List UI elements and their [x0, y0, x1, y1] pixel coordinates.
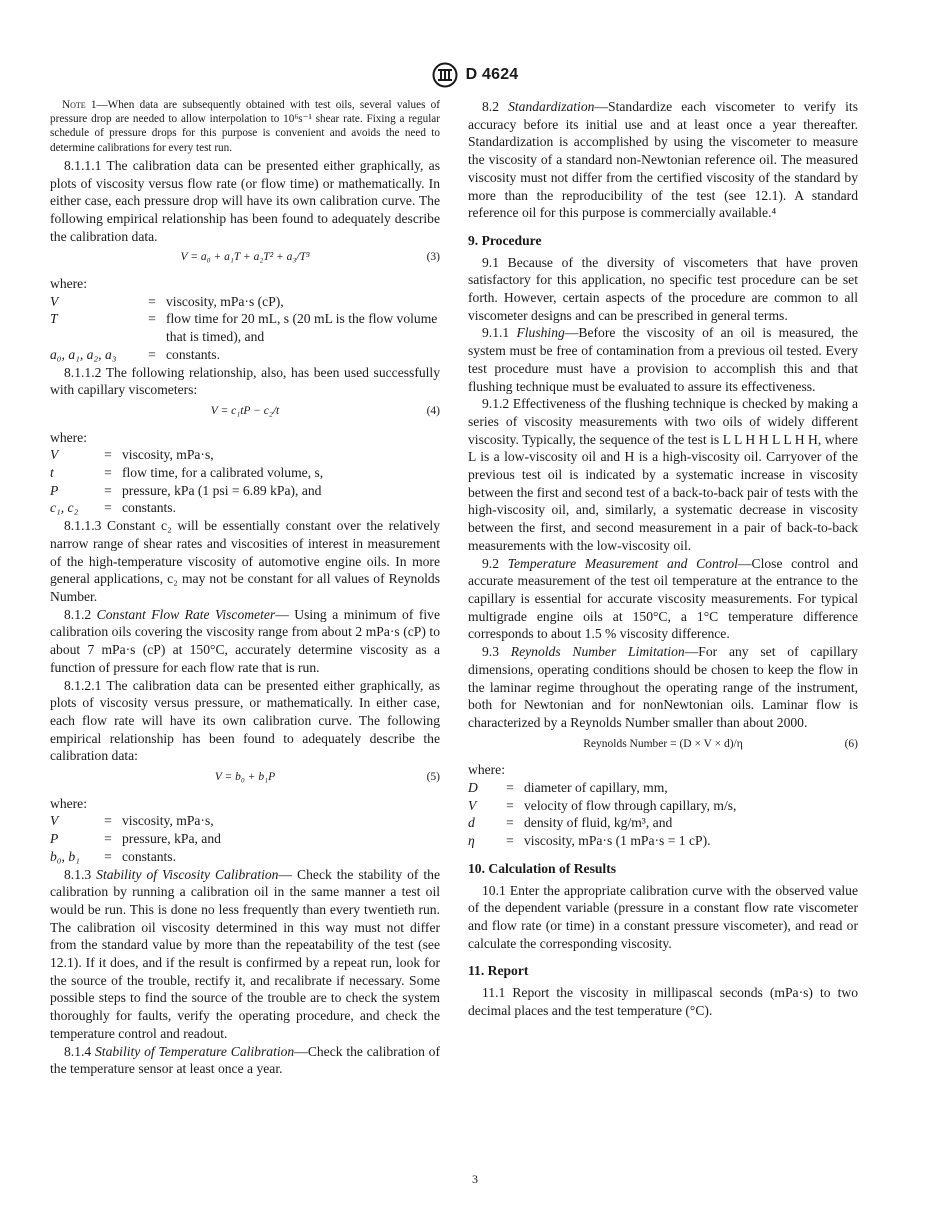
paragraph-8-1-1-1: 8.1.1.1 The calibration data can be presented either graphically, as plots of viscosity versus flow rate (or flow time) or mathematically. In either case, each pressure drop will have its own calibration curve. The following empirical relationship has been found to adequately describe the calibration data.	[50, 157, 440, 244]
definition-equals: =	[104, 500, 112, 516]
equation-number: (4)	[426, 404, 440, 417]
definition-equals: =	[148, 346, 156, 362]
paragraph-8-1-1-3: 8.1.1.3 Constant c₂ will be essentially constant over the relatively narrow range of shear rates and viscosities of interest in measurement of the high-temperature viscosity of automotive engine oils. In more general applications, c₂ may not be constant for all values of Reynolds Number.	[50, 518, 440, 604]
definition-description: velocity of flow through capillary, m/s,	[524, 797, 737, 813]
heading-procedure: 9. Procedure	[468, 232, 542, 248]
astm-logo-icon	[432, 62, 458, 88]
equation-number: (3)	[426, 251, 440, 264]
section-text: — Check the stability of the calibration by running a calibration oil in the same manner a test oil would be run. This is done no less frequently than every twentieth run. The calibration oil viscosity determined in this way must not differ from the standard value by more than the repeatability of the test (see 12.1). If it does, and if the result is confirmed by a repeat run, look for the source of the trouble, rectify it, and recalibrate if necessary. Some possible steps to find the source of the trouble are to check the system thoroughly for faults, verify the operating procedure, and check the temperature control and readout.	[50, 866, 440, 1041]
definition-description: pressure, kPa, and	[122, 831, 221, 847]
definition-description: constants.	[122, 848, 176, 864]
paragraph-9-1-1	[468, 324, 858, 395]
section-text: —Standardize each viscometer to verify its accuracy before its initial use and at least once a year thereafter. Standardization is accomplished by using the viscometer to measure the viscosity of a standard non-Newtonian reference oil. The measured viscosity must not differ from the certified viscosity of the standard by more than the reproducibility of the test (see 12.1). A standard reference oil for this purpose is commercially available.⁴	[468, 99, 858, 221]
where-label: where:	[50, 795, 87, 811]
definition-symbol: D	[468, 780, 478, 796]
paragraph-8-1-2-1: 8.1.2.1 The calibration data can be presented either graphically, as plots of viscosity versus pressure, or mathematically. In either case, each flow rate will have its own calibration curve. The following empirical relationship has been found to adequately describe the calibration data:	[50, 677, 440, 764]
equation-6	[468, 736, 858, 754]
definition-equals: =	[104, 447, 112, 463]
equation-formula: V = c₁tP − c₂/t	[210, 404, 280, 417]
definition-symbol: V	[50, 447, 59, 463]
section-title: Reynolds Number Limitation	[510, 644, 685, 660]
definition-description: constants.	[166, 346, 220, 362]
where-label: where:	[50, 276, 87, 292]
left-column	[50, 98, 440, 1078]
section-number: 8.1.2	[64, 606, 97, 622]
section-text: —For any set of capillary dimensions, operating conditions should be chosen to keep the flow in the laminar regime throughout the operating range of the instrument, both for Newtonian and for nonNewtonian oils. Laminar flow is characterized by a Reynolds Number smaller than about 2000.	[468, 644, 858, 730]
definition-description: pressure, kPa (1 psi = 6.89 kPa), and	[122, 482, 322, 498]
section-title: Flushing	[516, 325, 565, 341]
definition-symbol: d	[468, 815, 475, 831]
definition-symbol: V	[468, 797, 477, 813]
page-header	[0, 62, 950, 88]
paragraph-8-1-2	[50, 606, 440, 677]
note-label: Note 1	[62, 99, 97, 111]
definition-symbol: η	[468, 833, 475, 849]
definition-equals: =	[506, 797, 514, 813]
equation-formula: V = a₀ + a₁T + a₂T² + a₃/T³	[180, 251, 310, 264]
document-code: D 4624	[465, 66, 519, 83]
section-text: —Check the calibration of the temperature sensor at least once a year.	[50, 1043, 441, 1077]
section-title: Stability of Temperature Calibration	[95, 1043, 295, 1059]
section-number: 9.3	[482, 644, 511, 660]
definition-symbol: c₁, c₂	[50, 500, 79, 516]
paragraph-8-1-3	[50, 866, 440, 1043]
section-title: Constant Flow Rate Viscometer	[96, 606, 276, 622]
definition-symbol: P	[50, 831, 59, 847]
section-title: Temperature Measurement and Control	[507, 555, 738, 571]
section-text: —Close control and accurate measurement of the test oil temperature at the entrance to the capillary is essential for accurate viscosity measurements. For typical multigrade engine oils at 150°C, a 1°C temperature difference corresponds to about 1.5 % viscosity difference.	[468, 555, 858, 642]
paragraph-8-2	[468, 98, 858, 222]
definition-description: flow time, for a calibrated volume, s,	[122, 465, 324, 481]
definition-symbol: a₀, a₁, a₂, a₃	[50, 346, 117, 362]
equation-formula: V = b₀ + b₁P	[214, 771, 276, 784]
section-number: 8.1.4	[64, 1043, 95, 1059]
definition-equals: =	[104, 813, 112, 829]
heading-calculation-of-results: 10. Calculation of Results	[468, 860, 617, 876]
definition-description: diameter of capillary, mm,	[524, 780, 668, 796]
equation-number: (5)	[426, 771, 440, 784]
definitions-eq5	[50, 812, 440, 865]
paragraph-9-2	[468, 555, 858, 644]
definition-description: viscosity, mPa·s,	[122, 813, 214, 829]
section-title: Stability of Viscosity Calibration	[96, 866, 279, 882]
definitions-eq4	[50, 446, 440, 517]
definition-symbol: V	[50, 293, 59, 309]
heading-report: 11. Report	[468, 963, 529, 979]
equation-5	[50, 769, 440, 787]
definition-description: flow time for 20 mL, s (20 mL is the flow volume that is timed), and	[166, 311, 438, 345]
definition-equals: =	[506, 833, 514, 849]
definition-description: constants.	[122, 500, 176, 516]
paragraph-8-1-4	[50, 1043, 440, 1078]
definition-description: viscosity, mPa·s (cP),	[166, 293, 284, 309]
definition-symbol: V	[50, 813, 59, 829]
equation-4	[50, 403, 440, 421]
section-number: 8.1.3	[64, 866, 97, 882]
section-number: 9.2	[482, 555, 508, 571]
definition-symbol: b₀, b₁	[50, 848, 80, 864]
definition-symbol: T	[50, 311, 58, 327]
equation-formula: Reynolds Number = (D × V × d)/η	[583, 737, 743, 750]
definition-equals: =	[104, 848, 112, 864]
definition-equals: =	[104, 465, 112, 481]
section-title: Standardization	[508, 99, 595, 114]
paragraph-9-1: 9.1 Because of the diversity of viscometers that have proven satisfactory for this application, no specific test procedure can be set forth. However, certain aspects of the procedure are common to all viscometer designs and can be prescribed in general terms.	[468, 254, 858, 323]
paragraph-10-1: 10.1 Enter the appropriate calibration curve with the observed value of the dependent variable (pressure in a constant flow rate viscometer and flow rate (or time) in a constant pressure viscometer), and read or calculate the corresponding viscosity.	[468, 882, 858, 951]
section-number: 9.1.1	[482, 325, 517, 341]
section-text: —Before the viscosity of an oil is measured, the system must be free of contamination from a previous oil tested. Every test procedure must have a provision to accomplish this and that flushing technique must be evaluated to assure its effectiveness.	[468, 325, 859, 394]
note-text: —When data are subsequently obtained with test oils, several values of pressure drop are needed to allow interpolation to 10⁶s⁻¹ shear rate. Fixing a regular schedule of pressure drops for this purpose is convenient and avoids the need to determine calibrations for every test run.	[50, 99, 440, 154]
note-1	[50, 98, 440, 155]
definition-description: viscosity, mPa·s,	[122, 447, 214, 463]
definition-equals: =	[104, 831, 112, 847]
equation-number: (6)	[844, 737, 858, 750]
definition-equals: =	[104, 482, 112, 498]
definition-symbol: t	[50, 465, 54, 481]
definition-symbol: P	[50, 482, 59, 498]
section-number: 8.2	[482, 99, 509, 114]
page-number: 3	[472, 1172, 478, 1186]
definition-description: viscosity, mPa·s (1 mPa·s = 1 cP).	[524, 833, 711, 849]
right-column	[468, 98, 858, 1019]
paragraph-9-1-2: 9.1.2 Effectiveness of the flushing technique is checked by making a series of viscosity measurements with two oils of widely different viscosity. Typically, the sequence of the test is L L H H L L H H, where L is a low-viscosity oil and H is a high-viscosity oil. Carryover of the previous test oil is indicated by a systematic increase in viscosity between the first and second test of a back-to-back pair of tests with the high-viscosity oil, and, similarly, a systematic decrease in viscosity between the first, and second measurement in a pair of back-to-back measurements with the low-viscosity oil.	[468, 396, 858, 553]
definitions-eq6	[468, 779, 858, 850]
definition-equals: =	[148, 293, 156, 309]
definition-equals: =	[148, 311, 156, 327]
definition-description: density of fluid, kg/m³, and	[524, 815, 673, 831]
definition-equals: =	[506, 780, 514, 796]
paragraph-9-3	[468, 643, 858, 732]
paragraph-11-1: 11.1 Report the viscosity in millipascal seconds (mPa·s) to two decimal places and the test temperature (°C).	[468, 985, 858, 1018]
section-text: — Using a minimum of five calibration oils covering the viscosity range from about 2 mPa·s (cP) to about 7 mPa·s (cP) at 150°C, accurately determine viscosity as a function of pressure for each flow rate that is run.	[50, 606, 440, 675]
paragraph-8-1-1-2: 8.1.1.2 The following relationship, also, has been used successfully with capillary viscometers:	[50, 364, 440, 398]
definition-equals: =	[506, 815, 514, 831]
where-label: where:	[50, 429, 87, 445]
equation-3	[50, 249, 440, 267]
where-label: where:	[468, 762, 505, 778]
definitions-eq3	[50, 293, 440, 364]
